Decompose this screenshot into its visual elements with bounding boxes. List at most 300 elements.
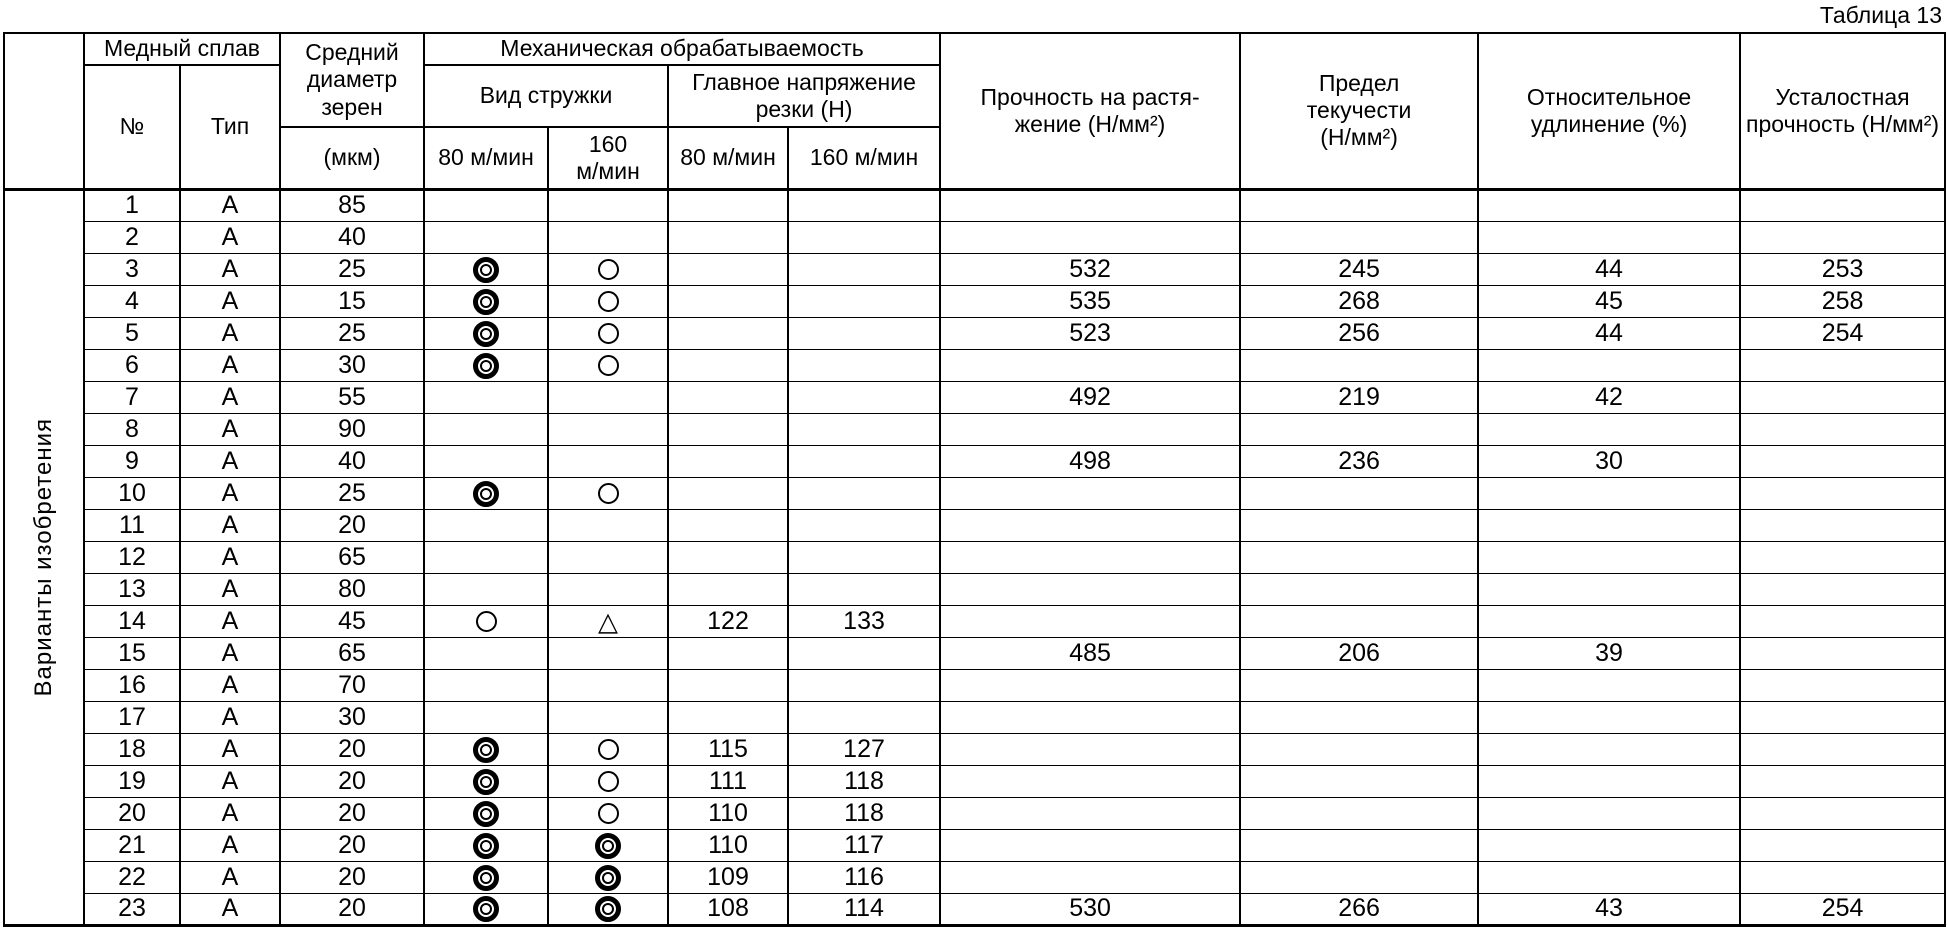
cell-yield [1240, 797, 1478, 829]
cell-elongation [1478, 701, 1740, 733]
cell-stress-80 [668, 285, 788, 317]
table-row [4, 477, 1945, 509]
double-circle-icon [473, 353, 499, 379]
cell-stress-160 [788, 221, 940, 253]
cell-num: 23 [84, 893, 180, 925]
cell-type: А [180, 477, 280, 509]
cell-num: 5 [84, 317, 180, 349]
cell-stress-80: 110 [668, 797, 788, 829]
cell-elongation [1478, 221, 1740, 253]
table-row [4, 413, 1945, 445]
cell-chip-160 [548, 285, 668, 317]
double-circle-icon [473, 289, 499, 315]
cell-grain: 65 [280, 637, 424, 669]
cell-stress-80 [668, 221, 788, 253]
cell-tensile: 530 [940, 893, 1240, 925]
double-circle-icon [473, 321, 499, 347]
cell-stress-80: 108 [668, 893, 788, 925]
cell-elongation [1478, 349, 1740, 381]
cell-chip-80 [424, 797, 548, 829]
cell-fatigue: 254 [1740, 317, 1945, 349]
cell-tensile [940, 669, 1240, 701]
table-row [4, 893, 1945, 925]
double-circle-icon [595, 833, 621, 859]
cell-tensile [940, 829, 1240, 861]
cell-chip-160 [548, 605, 668, 637]
cell-num: 4 [84, 285, 180, 317]
cell-chip-80 [424, 637, 548, 669]
cell-stress-160 [788, 381, 940, 413]
cell-stress-80: 115 [668, 733, 788, 765]
cell-type: А [180, 317, 280, 349]
cell-stress-160 [788, 189, 940, 221]
header-cutting-stress: Главное напряжение резки (Н) [668, 65, 940, 127]
cell-grain: 90 [280, 413, 424, 445]
double-circle-inner [480, 328, 492, 340]
cell-fatigue [1740, 221, 1945, 253]
cell-chip-160 [548, 829, 668, 861]
cell-elongation [1478, 765, 1740, 797]
cell-chip-80 [424, 605, 548, 637]
double-circle-inner [480, 872, 492, 884]
cell-yield [1240, 765, 1478, 797]
cell-yield [1240, 733, 1478, 765]
cell-tensile [940, 509, 1240, 541]
cell-tensile [940, 797, 1240, 829]
cell-grain: 40 [280, 221, 424, 253]
cell-type: А [180, 701, 280, 733]
cell-yield: 245 [1240, 253, 1478, 285]
cell-chip-80 [424, 573, 548, 605]
cell-grain: 25 [280, 253, 424, 285]
double-circle-inner [602, 903, 614, 915]
cell-tensile [940, 349, 1240, 381]
table-row [4, 605, 1945, 637]
cell-type: А [180, 381, 280, 413]
cell-chip-80 [424, 733, 548, 765]
cell-elongation [1478, 573, 1740, 605]
cell-num: 12 [84, 541, 180, 573]
table-row [4, 861, 1945, 893]
cell-chip-160 [548, 253, 668, 285]
cell-type: А [180, 605, 280, 637]
double-circle-inner [480, 360, 492, 372]
header-tensile-strength: Прочность на растя- жение (Н/мм²) [940, 33, 1240, 189]
header-num: № [84, 65, 180, 189]
cell-chip-160 [548, 445, 668, 477]
cell-tensile: 498 [940, 445, 1240, 477]
cell-tensile: 532 [940, 253, 1240, 285]
cell-grain: 20 [280, 893, 424, 925]
double-circle-icon [473, 833, 499, 859]
cell-chip-160 [548, 541, 668, 573]
double-circle-icon [473, 865, 499, 891]
table-row [4, 317, 1945, 349]
header-row-1 [4, 33, 1945, 65]
cell-elongation: 44 [1478, 253, 1740, 285]
cell-yield [1240, 573, 1478, 605]
cell-type: А [180, 509, 280, 541]
cell-elongation [1478, 413, 1740, 445]
cell-grain: 20 [280, 861, 424, 893]
cell-num: 20 [84, 797, 180, 829]
cell-chip-160 [548, 669, 668, 701]
cell-yield: 206 [1240, 637, 1478, 669]
cell-grain: 15 [280, 285, 424, 317]
cell-grain: 80 [280, 573, 424, 605]
cell-fatigue [1740, 413, 1945, 445]
cell-elongation: 44 [1478, 317, 1740, 349]
cell-tensile [940, 189, 1240, 221]
cell-type: А [180, 797, 280, 829]
cell-stress-160 [788, 509, 940, 541]
double-circle-icon [473, 769, 499, 795]
cell-tensile [940, 733, 1240, 765]
cell-type: А [180, 893, 280, 925]
cell-stress-80 [668, 413, 788, 445]
table-row [4, 253, 1945, 285]
cell-tensile: 523 [940, 317, 1240, 349]
cell-chip-80 [424, 253, 548, 285]
cell-stress-80 [668, 477, 788, 509]
cell-stress-160 [788, 637, 940, 669]
circle-icon [476, 611, 497, 632]
cell-stress-160 [788, 349, 940, 381]
cell-fatigue [1740, 701, 1945, 733]
cell-stress-80: 111 [668, 765, 788, 797]
cell-chip-80 [424, 861, 548, 893]
cell-elongation: 45 [1478, 285, 1740, 317]
header-yield-strength: Предел текучести (Н/мм²) [1240, 33, 1478, 189]
cell-chip-160 [548, 701, 668, 733]
cell-stress-80 [668, 349, 788, 381]
cell-tensile [940, 221, 1240, 253]
circle-icon [598, 259, 619, 280]
cell-type: А [180, 733, 280, 765]
table-row [4, 381, 1945, 413]
cell-tensile [940, 605, 1240, 637]
double-circle-icon [473, 481, 499, 507]
cell-stress-160 [788, 541, 940, 573]
cell-yield [1240, 221, 1478, 253]
cell-grain: 30 [280, 349, 424, 381]
cell-chip-80 [424, 829, 548, 861]
circle-icon [598, 483, 619, 504]
cell-elongation [1478, 829, 1740, 861]
cell-grain: 20 [280, 733, 424, 765]
table-row [4, 765, 1945, 797]
cell-grain: 20 [280, 829, 424, 861]
table-row [4, 829, 1945, 861]
cell-yield [1240, 669, 1478, 701]
cell-chip-80 [424, 413, 548, 445]
cell-type: А [180, 253, 280, 285]
cell-elongation: 39 [1478, 637, 1740, 669]
cell-type: А [180, 861, 280, 893]
cell-fatigue [1740, 797, 1945, 829]
table-row [4, 669, 1945, 701]
header-chip-type: Вид стружки [424, 65, 668, 127]
cell-stress-80 [668, 669, 788, 701]
cell-stress-80 [668, 701, 788, 733]
cell-yield: 268 [1240, 285, 1478, 317]
cell-tensile: 492 [940, 381, 1240, 413]
cell-fatigue: 253 [1740, 253, 1945, 285]
cell-tensile [940, 413, 1240, 445]
cell-chip-160 [548, 765, 668, 797]
cell-num: 14 [84, 605, 180, 637]
cell-stress-160 [788, 669, 940, 701]
cell-type: А [180, 669, 280, 701]
cell-fatigue [1740, 189, 1945, 221]
cell-type: А [180, 413, 280, 445]
double-circle-inner [480, 776, 492, 788]
cell-stress-80 [668, 637, 788, 669]
cell-chip-160 [548, 797, 668, 829]
double-circle-inner [480, 296, 492, 308]
cell-yield: 236 [1240, 445, 1478, 477]
cell-num: 6 [84, 349, 180, 381]
header-chip-speed-80: 80 м/мин [424, 127, 548, 189]
cell-chip-80 [424, 669, 548, 701]
cell-chip-160 [548, 189, 668, 221]
cell-fatigue: 254 [1740, 893, 1945, 925]
cell-stress-160 [788, 573, 940, 605]
cell-yield [1240, 541, 1478, 573]
cell-type: А [180, 349, 280, 381]
cell-type: А [180, 189, 280, 221]
header-copper-alloy: Медный сплав [84, 33, 280, 65]
cell-tensile [940, 861, 1240, 893]
cell-chip-160 [548, 573, 668, 605]
table-row [4, 445, 1945, 477]
cell-fatigue [1740, 477, 1945, 509]
circle-icon [598, 323, 619, 344]
cell-chip-80 [424, 285, 548, 317]
cell-grain: 20 [280, 765, 424, 797]
cell-elongation [1478, 797, 1740, 829]
cell-fatigue [1740, 765, 1945, 797]
cell-chip-160 [548, 861, 668, 893]
cell-chip-80 [424, 893, 548, 925]
cell-tensile [940, 541, 1240, 573]
cell-type: А [180, 221, 280, 253]
cell-fatigue [1740, 541, 1945, 573]
double-circle-inner [480, 744, 492, 756]
double-circle-inner [602, 872, 614, 884]
cell-fatigue [1740, 349, 1945, 381]
cell-stress-160 [788, 477, 940, 509]
cell-elongation [1478, 509, 1740, 541]
cell-stress-160 [788, 701, 940, 733]
cell-chip-80 [424, 541, 548, 573]
table-row [4, 701, 1945, 733]
cell-yield [1240, 349, 1478, 381]
double-circle-icon [473, 737, 499, 763]
cell-num: 7 [84, 381, 180, 413]
cell-num: 19 [84, 765, 180, 797]
header-grain-diameter-unit: (мкм) [280, 127, 424, 189]
table-row [4, 573, 1945, 605]
table-caption: Таблица 13 [1819, 2, 1942, 28]
cell-stress-80: 109 [668, 861, 788, 893]
cell-chip-80 [424, 349, 548, 381]
cell-stress-160 [788, 413, 940, 445]
cell-num: 21 [84, 829, 180, 861]
double-circle-icon [473, 801, 499, 827]
cell-chip-80 [424, 189, 548, 221]
cell-chip-80 [424, 445, 548, 477]
cell-num: 10 [84, 477, 180, 509]
cell-grain: 40 [280, 445, 424, 477]
cell-tensile: 535 [940, 285, 1240, 317]
cell-num: 1 [84, 189, 180, 221]
cell-yield: 219 [1240, 381, 1478, 413]
cell-chip-160 [548, 413, 668, 445]
header-fatigue-strength: Усталостная прочность (Н/мм²) [1740, 33, 1945, 189]
cell-yield [1240, 189, 1478, 221]
cell-yield [1240, 477, 1478, 509]
header-stress-speed-80: 80 м/мин [668, 127, 788, 189]
cell-fatigue [1740, 509, 1945, 541]
circle-icon [598, 355, 619, 376]
cell-type: А [180, 829, 280, 861]
cell-tensile: 485 [940, 637, 1240, 669]
cell-stress-80 [668, 189, 788, 221]
cell-elongation: 43 [1478, 893, 1740, 925]
table-row [4, 349, 1945, 381]
cell-grain: 85 [280, 189, 424, 221]
cell-num: 8 [84, 413, 180, 445]
cell-stress-80: 110 [668, 829, 788, 861]
cell-chip-160 [548, 637, 668, 669]
cell-type: А [180, 541, 280, 573]
table-row [4, 637, 1945, 669]
data-table [3, 32, 1946, 927]
cell-num: 9 [84, 445, 180, 477]
cell-elongation [1478, 477, 1740, 509]
header-elongation: Относительное удлинение (%) [1478, 33, 1740, 189]
cell-fatigue [1740, 637, 1945, 669]
cell-fatigue [1740, 573, 1945, 605]
cell-grain: 65 [280, 541, 424, 573]
cell-chip-80 [424, 509, 548, 541]
cell-stress-160: 118 [788, 765, 940, 797]
cell-stress-80 [668, 445, 788, 477]
cell-stress-80 [668, 541, 788, 573]
cell-stress-80: 122 [668, 605, 788, 637]
cell-elongation [1478, 733, 1740, 765]
table-row [4, 509, 1945, 541]
header-corner-cell [4, 33, 84, 189]
cell-grain: 55 [280, 381, 424, 413]
cell-stress-80 [668, 317, 788, 349]
circle-icon [598, 739, 619, 760]
cell-tensile [940, 765, 1240, 797]
cell-elongation [1478, 189, 1740, 221]
cell-num: 18 [84, 733, 180, 765]
cell-stress-80 [668, 253, 788, 285]
header-grain-diameter: Средний диаметр зерен [280, 33, 424, 127]
cell-chip-160 [548, 349, 668, 381]
cell-chip-80 [424, 701, 548, 733]
cell-chip-160 [548, 509, 668, 541]
header-chip-speed-160: 160 м/мин [548, 127, 668, 189]
cell-tensile [940, 477, 1240, 509]
cell-grain: 45 [280, 605, 424, 637]
cell-stress-160: 116 [788, 861, 940, 893]
row-group-label: Варианты изобретения [30, 417, 57, 697]
header-machinability: Механическая обрабатываемость [424, 33, 940, 65]
cell-fatigue [1740, 605, 1945, 637]
cell-chip-80 [424, 317, 548, 349]
cell-grain: 25 [280, 477, 424, 509]
cell-chip-80 [424, 477, 548, 509]
table-row [4, 285, 1945, 317]
cell-stress-80 [668, 573, 788, 605]
table-row [4, 541, 1945, 573]
cell-stress-160 [788, 445, 940, 477]
cell-num: 15 [84, 637, 180, 669]
cell-chip-160 [548, 381, 668, 413]
cell-num: 2 [84, 221, 180, 253]
cell-grain: 25 [280, 317, 424, 349]
cell-grain: 30 [280, 701, 424, 733]
cell-fatigue [1740, 733, 1945, 765]
cell-type: А [180, 637, 280, 669]
double-circle-inner [602, 840, 614, 852]
circle-icon [598, 291, 619, 312]
cell-elongation: 42 [1478, 381, 1740, 413]
double-circle-inner [480, 488, 492, 500]
cell-chip-80 [424, 765, 548, 797]
cell-fatigue: 258 [1740, 285, 1945, 317]
table-row [4, 221, 1945, 253]
cell-stress-160: 127 [788, 733, 940, 765]
cell-yield [1240, 861, 1478, 893]
table-row [4, 797, 1945, 829]
table-row [4, 733, 1945, 765]
cell-elongation: 30 [1478, 445, 1740, 477]
double-circle-icon [595, 865, 621, 891]
cell-grain: 70 [280, 669, 424, 701]
cell-num: 11 [84, 509, 180, 541]
cell-stress-80 [668, 509, 788, 541]
cell-tensile [940, 573, 1240, 605]
cell-chip-160 [548, 317, 668, 349]
cell-type: А [180, 445, 280, 477]
double-circle-inner [480, 808, 492, 820]
cell-type: А [180, 285, 280, 317]
cell-num: 13 [84, 573, 180, 605]
cell-stress-160: 118 [788, 797, 940, 829]
cell-stress-160 [788, 253, 940, 285]
table-row [4, 189, 1945, 221]
cell-yield: 256 [1240, 317, 1478, 349]
cell-yield: 266 [1240, 893, 1478, 925]
cell-type: А [180, 573, 280, 605]
cell-yield [1240, 829, 1478, 861]
triangle-icon: △ [598, 606, 619, 637]
cell-fatigue [1740, 445, 1945, 477]
cell-stress-160 [788, 317, 940, 349]
row-group-label-cell [4, 189, 84, 925]
cell-elongation [1478, 605, 1740, 637]
cell-chip-160 [548, 733, 668, 765]
header-type: Тип [180, 65, 280, 189]
cell-chip-80 [424, 381, 548, 413]
cell-fatigue [1740, 829, 1945, 861]
